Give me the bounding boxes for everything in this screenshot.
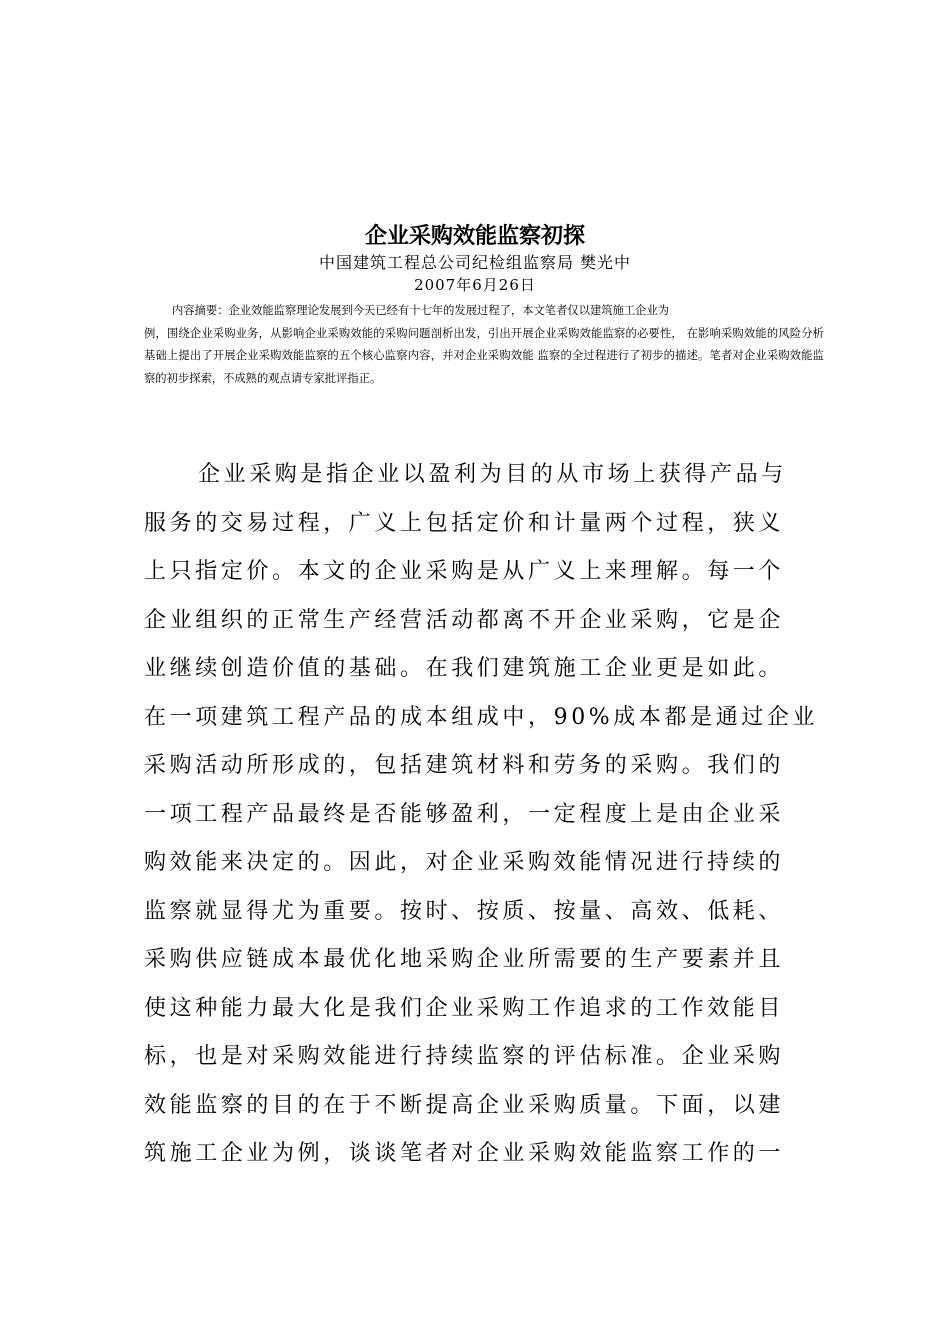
body-line: 标，也是对采购效能进行持续监察的评估标准。企业采购 xyxy=(144,1044,785,1069)
body-paragraph xyxy=(144,451,819,1179)
author-line: 中国建筑工程总公司纪检组监察局 樊光中 xyxy=(318,253,632,272)
body-line: 企业采购是指企业以盈利为目的从市场上获得产品与 xyxy=(198,462,787,487)
body-line: 在一项建筑工程产品的成本组成中，90%成本都是通过企业 xyxy=(144,704,819,730)
body-line: 业继续创造价值的基础。在我们建筑施工企业更是如此。 xyxy=(144,656,785,681)
date-line: 2007年6月26日 xyxy=(414,276,536,294)
abstract-line: 在影响采购效能的风险分析基础上提出了开展企业采购效能监察的五个核心监察内容，并对企业采购效能 xyxy=(144,326,824,362)
abstract-line: 例，围绕企业采购业务，从影响企业采购效能的采购问题剖析出发，引出开展企业采购效能监察的必要性， xyxy=(144,326,683,340)
body-line: 监察就显得尤为重要。按时、按质、按量、高效、低耗、 xyxy=(144,898,785,924)
document-title: 企业采购效能监察初探 xyxy=(364,224,585,249)
body-line: 使这种能力最大化是我们企业采购工作追求的工作效能目 xyxy=(144,995,785,1021)
body-line: 购效能来决定的。因此，对企业采购效能情况进行持续的 xyxy=(144,850,785,875)
abstract xyxy=(144,300,824,390)
body-line: 采购供应链成本最优化地采购企业所需要的生产要素并且 xyxy=(144,947,785,972)
body-line: 企业组织的正常生产经营活动都离不开企业采购，它是企 xyxy=(144,607,785,633)
body-line: 效能监察的目的在于不断提高企业采购质量。下面，以建 xyxy=(144,1092,785,1118)
body-line: 采购活动所形成的，包括建筑材料和劳务的采购。我们的 xyxy=(144,753,785,778)
abstract-line: 内容摘要：企业效能监察理论发展到今天已经有十七年的发展过程了，本文笔者仅以建筑施工企业为 xyxy=(172,304,670,317)
abstract-line: 监察的全过程进行了初步的描述。笔者对企业采购效能监察的初步探索，不成熟的观点请专家批评指正。 xyxy=(144,349,824,385)
body-line: 服务的交易过程，广义上包括定价和计量两个过程，狭义 xyxy=(144,510,785,536)
body-line: 上只指定价。本文的企业采购是从广义上来理解。每一个 xyxy=(144,559,785,584)
body-line: 一项工程产品最终是否能够盈利，一定程度上是由企业采 xyxy=(144,801,785,827)
body-line: 筑施工企业为例，谈谈笔者对企业采购效能监察工作的一 xyxy=(144,1141,785,1166)
